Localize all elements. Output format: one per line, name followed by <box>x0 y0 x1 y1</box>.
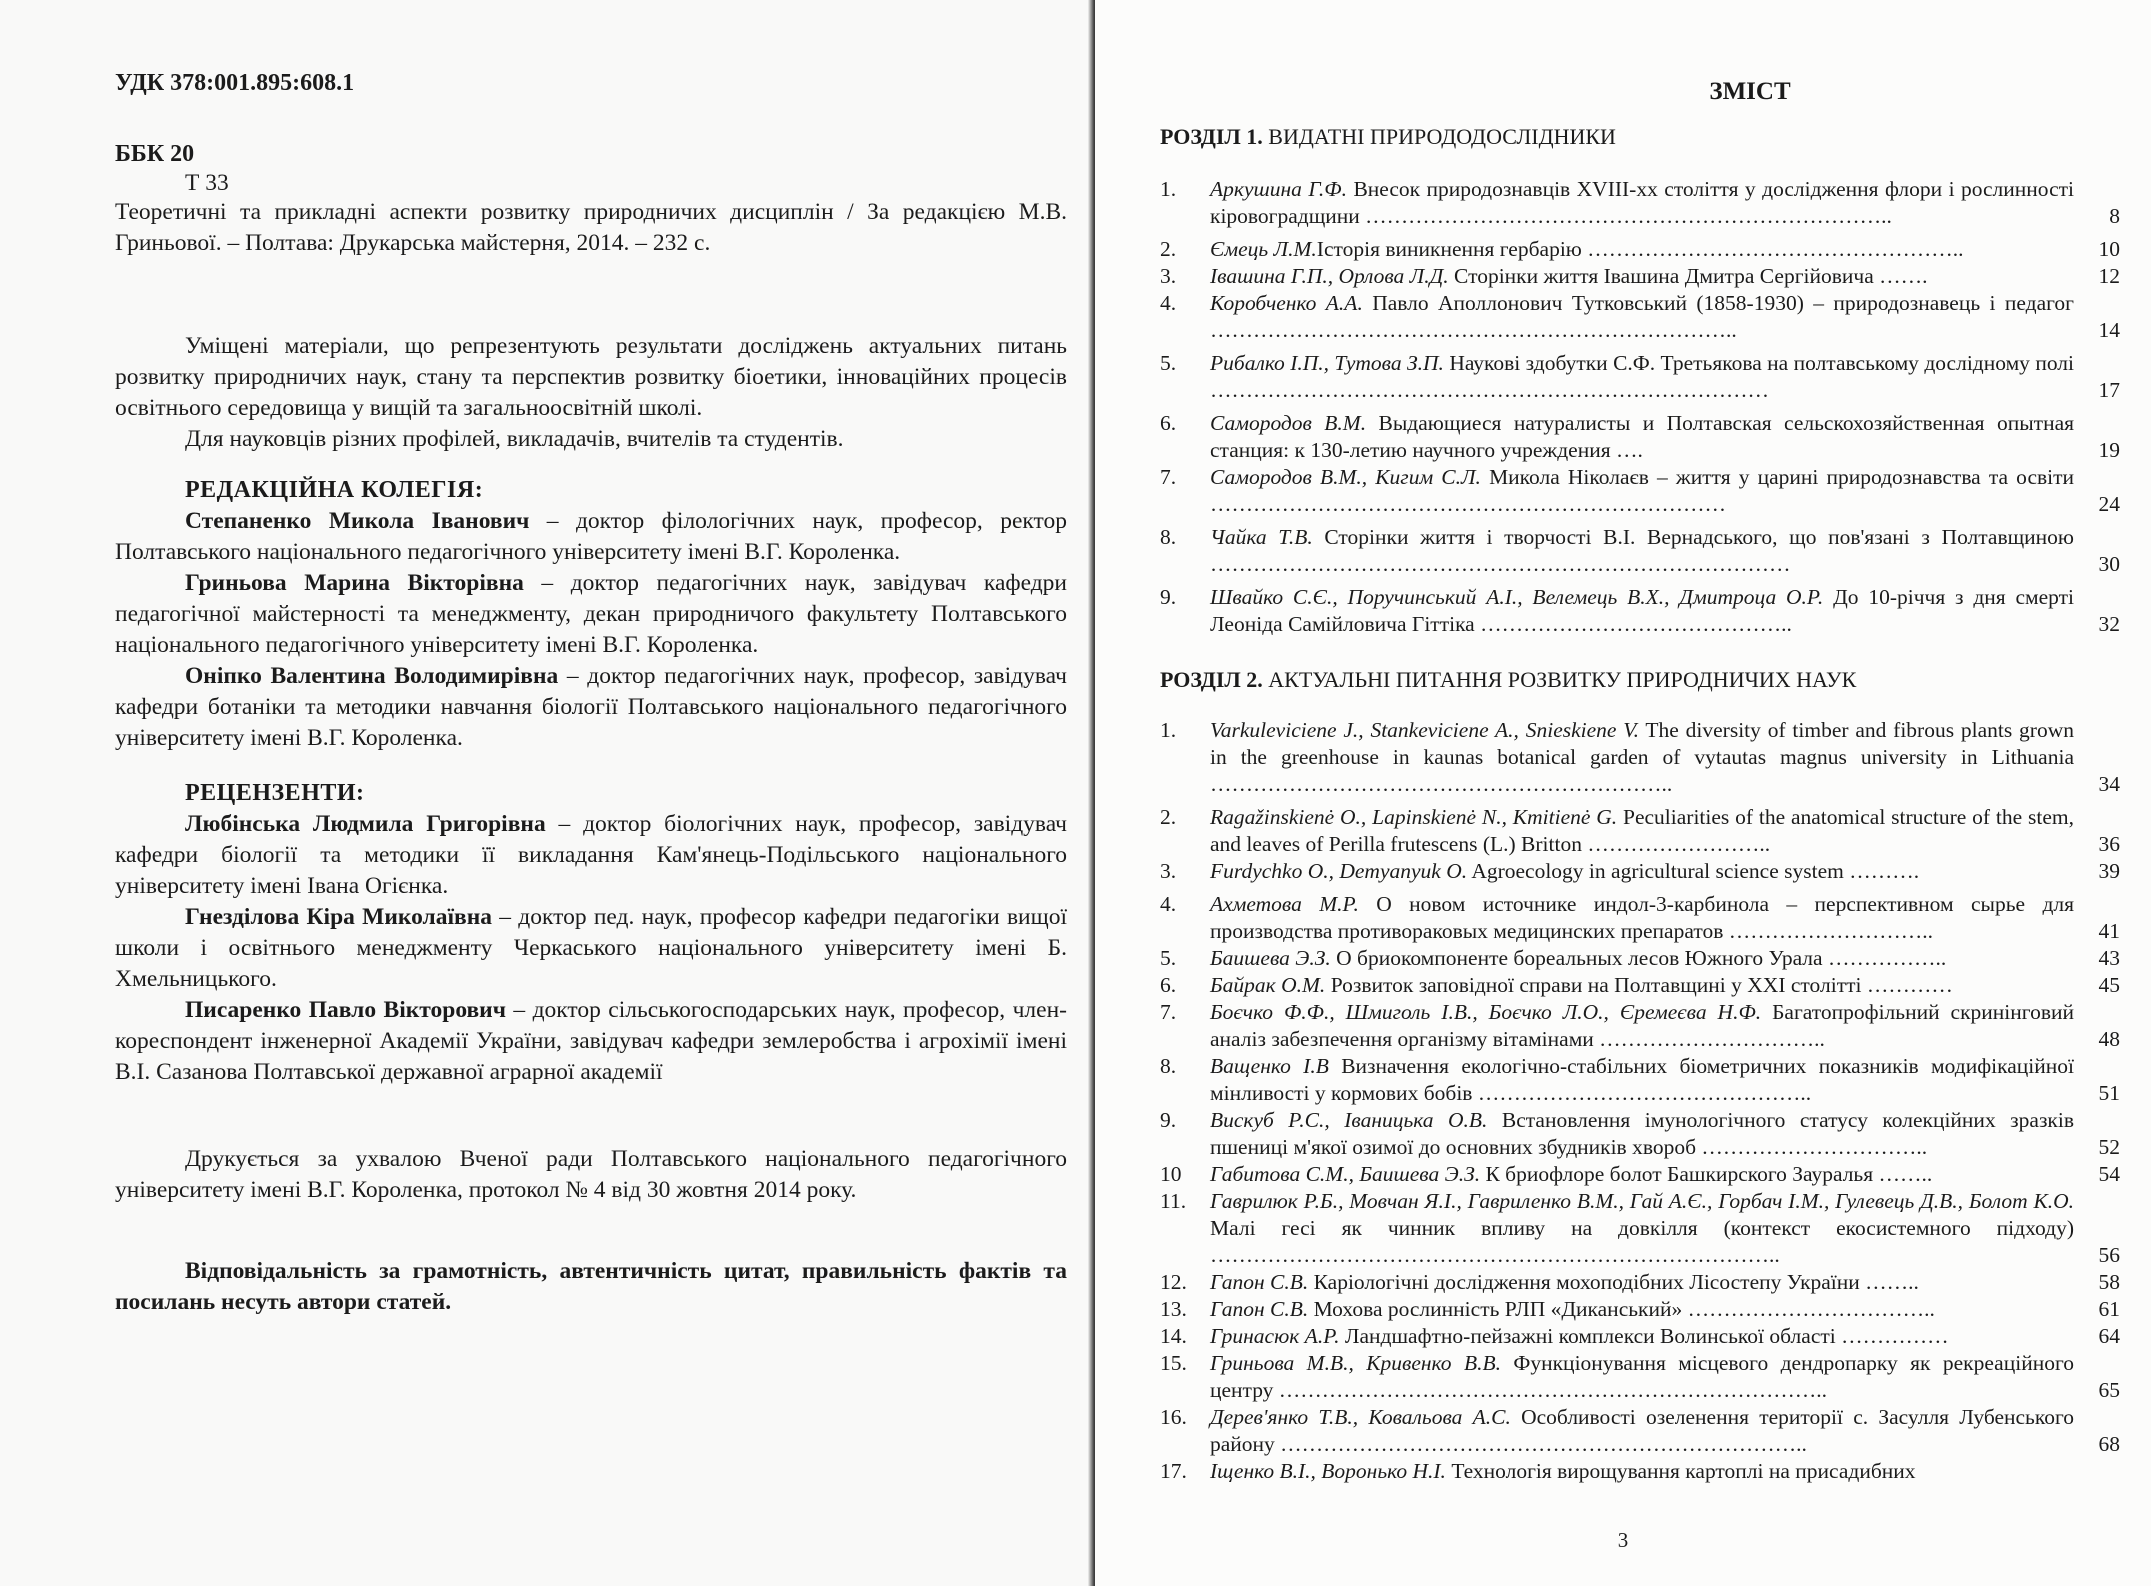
udc-code: УДК 378:001.895:608.1 <box>115 70 355 96</box>
toc-entry-page: 41 <box>2098 919 2120 943</box>
toc-entry-page: 12 <box>2098 264 2120 288</box>
toc-entry-page: 36 <box>2098 832 2120 856</box>
toc-entry-title: Особливості озеленення території с. Засулля Лубенського району ……………………………………………………………….. <box>1210 1405 2075 1456</box>
toc-entry-authors: Рибалко І.П., Тутова З.П. <box>1210 351 1444 375</box>
toc-entry-title: Малі гесі як чинник впливу на довкілля (контекст екосистемного підходу) …………………………………………………………………….. <box>1210 1216 2074 1267</box>
toc-entry-title: Визначення екологічно-стабільних біометричних показників модифікаційної мінливості у кормових бобів ……………………………………….. <box>1210 1054 2075 1105</box>
toc-entry-authors: Баишева Э.З. <box>1210 946 1331 970</box>
toc-entry-authors: Аркушина Г.Ф. <box>1210 177 1347 201</box>
toc-entry-number: 17. <box>1160 1459 1187 1483</box>
toc-entry-title: До 10-річчя з дня смерті Леоніда Самійловича Гіттіка …………………………………….. <box>1210 585 2075 636</box>
toc-entry[interactable] <box>1160 524 2120 578</box>
toc-entry[interactable] <box>1160 1350 2120 1404</box>
toc-entry[interactable] <box>1160 804 2120 858</box>
toc-entry-authors: Гапон С.В. <box>1210 1297 1309 1321</box>
toc-entry-page: 10 <box>2098 237 2120 261</box>
toc-entry-authors: Швайко С.Є., Поручинський А.І., Велемець В.Х., Дмитроца О.Р. <box>1210 585 1824 609</box>
toc-entry-number: 12. <box>1160 1270 1187 1294</box>
reviewer-name: Гнезділова Кіра Миколаївна <box>185 904 493 930</box>
editor-name: Оніпко Валентина Володимирівна <box>185 663 559 689</box>
reviewer-name: Писаренко Павло Вікторович <box>185 997 506 1023</box>
toc-entry-title: Внесок природознавців XVIII-xx століття у дослідження флори і рослинності кіровоградщини ……………………………………………………………….. <box>1210 177 2075 228</box>
reviewer-details: – доктор біологічних наук, професор, завідувач кафедри біології та методики її викладання Кам'янець-Подільського національного університету імені Івана Огієнка. <box>115 811 1068 899</box>
reviewer-details: – доктор сільськогосподарських наук, професор, член-кореспондент інженерної Академії України, завідувач кафедри землеробства і агрохімії імені В.І. Сазанова Полтавської державної аграрної академії <box>115 997 1067 1085</box>
toc-entry-title: Наукові здобутки С.Ф. Третьякова на полтавському дослідному полі …………………………………………………………………… <box>1210 351 2074 402</box>
toc-entry-title: Багатопрофільний скринінговий аналіз забезпечення організму вітамінами ………………………….. <box>1210 1000 2074 1051</box>
toc-entry[interactable] <box>1160 350 2120 404</box>
toc-entry[interactable] <box>1160 236 2120 263</box>
toc-entry-page: 43 <box>2098 946 2120 970</box>
toc-entry-number: 3. <box>1160 859 1177 883</box>
toc-entry-title: The diversity of timber and fibrous plants grown in the greenhouse in kaunas botanical garden of vytautas magnus university in Lithuania ……………………………………………………….. <box>1210 718 2074 796</box>
toc-entry[interactable] <box>1160 176 2120 230</box>
toc-entry-authors: Самородов В.М., Кигим С.Л. <box>1210 465 1481 489</box>
toc-entry-page: 68 <box>2098 1432 2120 1456</box>
page-number: 3 <box>1617 1528 1629 1552</box>
toc-entry-authors: Ващенко І.В <box>1210 1054 1329 1078</box>
toc-entry-title: К бриофлоре болот Башкирского Зауралья …….. <box>1485 1162 1933 1186</box>
toc-entry-authors: Дерев'янко Т.В., Ковальова А.С. <box>1210 1405 1511 1429</box>
toc-entry-authors: Гаврилюк Р.Б., Мовчан Я.І., Гавриленко В.М., Гай А.Є., Горбач І.М., Гулевець Д.В., Болот К.О. <box>1210 1189 2074 1213</box>
section-title: ВИДАТНІ ПРИРОДОДОСЛІДНИКИ <box>1268 124 1616 149</box>
toc-entry-page: 24 <box>2098 492 2120 516</box>
toc-entry-authors: Боєчко Ф.Ф., Шмиголь І.В., Боєчко Л.О., Єремеєва Н.Ф. <box>1210 1000 1762 1024</box>
bibliographic-record: Теоретичні та прикладні аспекти розвитку природничих дисциплін / За редакцією М.В. Гриньової. – Полтава: Друкарська майстерня, 2014. – 232 с. <box>115 199 1067 256</box>
toc-entry-title: Технологія вирощування картоплі на присадибних <box>1451 1459 1916 1483</box>
editor-details: – доктор філологічних наук, професор, ректор Полтавського національного педагогічного університету імені В.Г. Короленка. <box>115 508 1067 565</box>
toc-entry-page: 64 <box>2098 1324 2120 1348</box>
toc-entry[interactable] <box>1160 1188 2120 1269</box>
toc-entry-number: 9. <box>1160 585 1177 609</box>
toc-entry[interactable] <box>1160 891 2120 945</box>
toc-entry-page: 19 <box>2098 438 2120 462</box>
toc-entry-authors: Ragažinskienė O., Lapinskienė N., Kmitienė G. <box>1210 805 1618 829</box>
table-of-contents <box>1160 78 2120 1485</box>
bbk-code: ББК 20 <box>115 141 195 167</box>
section-2-heading <box>1160 666 2120 693</box>
toc-entry-title: Мохова рослинність РЛП «Диканський» …………………………….. <box>1313 1297 1935 1321</box>
printing-approval: Друкується за ухвалою Вченої ради Полтавського національного педагогічного університету імені В.Г. Короленка, протокол № 4 від 30 жовтня 2014 року. <box>115 1146 1067 1203</box>
editor-name: Гриньова Марина Вікторівна <box>185 570 524 596</box>
toc-entry-number: 7. <box>1160 465 1177 489</box>
right-page <box>1095 0 2151 1586</box>
section-label: РОЗДІЛ 2. <box>1160 667 1263 692</box>
toc-entry-page: 32 <box>2098 612 2120 636</box>
toc-entry-number: 6. <box>1160 973 1177 997</box>
toc-entry-number: 9. <box>1160 1108 1177 1132</box>
toc-entry-number: 5. <box>1160 351 1177 375</box>
section-label: РОЗДІЛ 1. <box>1160 124 1263 149</box>
toc-entry-title: О бриокомпоненте бореальных лесов Южного Урала …………….. <box>1336 946 1947 970</box>
toc-entry-number: 8. <box>1160 525 1177 549</box>
toc-entry-title: Встановлення імунологічного статусу колекційних зразків пшениці м'якої озимої до основних збудників хвороб ………………………….. <box>1210 1108 2075 1159</box>
toc-entry-title: Микола Ніколаєв – життя у царині природознавства та освіти ……………………………………………………………… <box>1210 465 2075 516</box>
toc-entry[interactable] <box>1160 717 2120 798</box>
toc-entry-title: Каріологічні дослідження мохоподібних Лісостепу України …….. <box>1313 1270 1919 1294</box>
toc-entry-title: О новом источнике индол-3-карбинола – перспективном сырье для производства противораковых медицинских препаратов ……………………….. <box>1210 892 2074 943</box>
toc-entry-authors: Самородов В.М. <box>1210 411 1367 435</box>
toc-entry[interactable] <box>1160 1458 2120 1485</box>
toc-entry[interactable] <box>1160 584 2120 638</box>
editor-entry <box>115 506 1067 568</box>
toc-entry-authors: Ахметова М.Р. <box>1210 892 1359 916</box>
toc-entry-authors: Гапон С.В. <box>1210 1270 1309 1294</box>
editor-entry <box>115 661 1067 754</box>
toc-entry-number: 10 <box>1160 1162 1182 1186</box>
section-2-list <box>1160 717 2120 1485</box>
toc-entry-authors: Вискуб Р.С., Іваницька О.В. <box>1210 1108 1488 1132</box>
toc-entry[interactable] <box>1160 1323 2120 1350</box>
toc-entry-page: 34 <box>2098 772 2120 796</box>
toc-entry-authors: Furdychko O., Demyanyuk O. <box>1210 859 1468 883</box>
toc-entry-page: 48 <box>2098 1027 2120 1051</box>
toc-entry-authors: Чайка Т.В. <box>1210 525 1313 549</box>
toc-entry[interactable] <box>1160 290 2120 344</box>
toc-entry-authors: Коробченко А.А. <box>1210 291 1363 315</box>
responsibility-note: Відповідальність за грамотність, автентичність цитат, правильність фактів та посилань несуть автори статей. <box>115 1258 1067 1315</box>
toc-entry-page: 17 <box>2098 378 2120 402</box>
toc-entry-number: 14. <box>1160 1324 1187 1348</box>
toc-entry-page: 52 <box>2098 1135 2120 1159</box>
audience-paragraph: Для науковців різних профілей, викладачів, вчителів та студентів. <box>185 426 844 452</box>
reviewer-entry <box>115 902 1067 995</box>
toc-entry-page: 39 <box>2098 859 2120 883</box>
toc-entry-number: 8. <box>1160 1054 1177 1078</box>
toc-entry-page: 58 <box>2098 1270 2120 1294</box>
section-title: АКТУАЛЬНІ ПИТАННЯ РОЗВИТКУ ПРИРОДНИЧИХ НАУК <box>1268 667 1857 692</box>
editor-name: Степаненко Микола Іванович <box>185 508 530 534</box>
toc-entry-number: 11. <box>1160 1189 1187 1213</box>
toc-entry-number: 1. <box>1160 177 1177 201</box>
toc-entry-page: 45 <box>2098 973 2120 997</box>
toc-entry-page: 30 <box>2098 552 2120 576</box>
toc-entry-number: 2. <box>1160 237 1177 261</box>
toc-entry-title: Выдающиеся натуралисты и Полтавская сельскохозяйственная опытная станция: к 130-летию научного учреждения …. <box>1210 411 2075 462</box>
toc-entry-authors: Ємець Л.М. <box>1210 237 1317 261</box>
toc-entry[interactable] <box>1160 1107 2120 1161</box>
toc-entry-number: 3. <box>1160 264 1177 288</box>
reviewers-heading: РЕЦЕНЗЕНТИ: <box>185 780 365 806</box>
toc-entry-authors: Varkuleviciene J., Stankeviciene A., Snieskiene V. <box>1210 718 1639 742</box>
section-1-heading <box>1160 123 2120 150</box>
toc-entry-authors: Габитова С.М., Баишева Э.З. <box>1210 1162 1481 1186</box>
toc-entry-title: Ландшафтно-пейзажні комплекси Волинської області …………… <box>1344 1324 1949 1348</box>
toc-entry-authors: Гриньова М.В., Кривенко В.В. <box>1210 1351 1501 1375</box>
toc-entry-number: 4. <box>1160 291 1177 315</box>
toc-entry-title: Сторінки життя і творчості В.І. Вернадського, що пов'язані з Полтавщиною ……………………………………………………………………… <box>1210 525 2074 576</box>
toc-entry[interactable] <box>1160 1296 2120 1323</box>
toc-entry[interactable] <box>1160 464 2120 518</box>
toc-entry[interactable] <box>1160 972 2120 999</box>
toc-entry-number: 16. <box>1160 1405 1187 1429</box>
toc-entry-number: 2. <box>1160 805 1177 829</box>
toc-entry-authors: Байрак О.М. <box>1210 973 1326 997</box>
toc-entry-number: 6. <box>1160 411 1177 435</box>
description-paragraph: Уміщені матеріали, що репрезентують результати досліджень актуальних питань розвитку природничих наук, стану та перспектив розвитку біоетики, інноваційних процесів освітнього середовища у вищій та загальноосвітній школі. <box>115 333 1067 421</box>
toc-entry-number: 15. <box>1160 1351 1187 1375</box>
toc-entry-page: 14 <box>2098 318 2120 342</box>
editorial-board-heading: РЕДАКЦІЙНА КОЛЕГІЯ: <box>185 477 484 503</box>
toc-entry[interactable] <box>1160 1053 2120 1107</box>
toc-entry-title: Peculiarities of the anatomical structure of the stem, and leaves of Perilla frutescens (L.) Britton …………………….. <box>1210 805 2075 856</box>
toc-entry-title: Функціонування місцевого дендропарку як рекреаційного центру ………………………………………………………………….. <box>1210 1351 2074 1402</box>
toc-entry-number: 4. <box>1160 892 1177 916</box>
editor-details: – доктор педагогічних наук, професор, завідувач кафедри ботаніки та методики навчання біології Полтавського національного педагогічного університету імені В.Г. Короленка. <box>115 663 1067 751</box>
toc-entry[interactable] <box>1160 410 2120 464</box>
toc-entry[interactable] <box>1160 1404 2120 1458</box>
toc-entry-title: Agroecology in agricultural science system ………. <box>1471 859 1920 883</box>
toc-entry-authors: Гринасюк А.Р. <box>1210 1324 1340 1348</box>
editor-details: – доктор педагогічних наук, завідувач кафедри педагогічної майстерності та менеджменту, декан природничого факультету Полтавського національного педагогічного університету імені В.Г. Короленка. <box>115 570 1068 658</box>
toc-entry-page: 51 <box>2098 1081 2120 1105</box>
toc-entry-authors: Івашина Г.П., Орлова Л.Д. <box>1210 264 1449 288</box>
toc-entry[interactable] <box>1160 263 2120 290</box>
toc-title: ЗМІСТ <box>1709 78 1791 105</box>
toc-entry-page: 65 <box>2098 1378 2120 1402</box>
toc-entry-title: Розвиток заповідної справи на Полтавщині у XXI столітті ………… <box>1330 973 1953 997</box>
toc-entry-number: 5. <box>1160 946 1177 970</box>
author-mark: Т 33 <box>185 170 229 196</box>
toc-entry-title: Сторінки життя Івашина Дмитра Сергійовича ……. <box>1454 264 1928 288</box>
toc-entry-title: Історія виникнення гербарію …………………………………………….. <box>1316 237 1964 261</box>
toc-entry-authors: Іщенко В.І., Воронько Н.І. <box>1210 1459 1446 1483</box>
toc-entry-number: 7. <box>1160 1000 1177 1024</box>
toc-entry-title: Павло Аполлонович Тутковський (1858-1930) – природознавець і педагог ……………………………………………………………….. <box>1210 291 2074 342</box>
toc-entry-page: 8 <box>2109 204 2120 228</box>
toc-entry-page: 56 <box>2098 1243 2120 1267</box>
toc-entry-page: 54 <box>2098 1162 2120 1186</box>
toc-entry[interactable] <box>1160 1269 2120 1296</box>
toc-entry-number: 13. <box>1160 1297 1187 1321</box>
imprint-block <box>115 68 1067 1318</box>
toc-entry[interactable] <box>1160 1161 2120 1188</box>
toc-entry[interactable] <box>1160 858 2120 885</box>
toc-entry[interactable] <box>1160 945 2120 972</box>
section-1-list <box>1160 176 2120 638</box>
editor-entry <box>115 568 1067 661</box>
reviewer-details: – доктор пед. наук, професор кафедри педагогіки вищої школи і освітнього менеджменту Черкаського національного університету імені Б. Хмельницького. <box>115 904 1068 992</box>
reviewer-entry <box>115 809 1067 902</box>
toc-entry-page: 61 <box>2098 1297 2120 1321</box>
toc-entry[interactable] <box>1160 999 2120 1053</box>
reviewer-name: Любінська Людмила Григорівна <box>185 811 546 837</box>
reviewer-entry <box>115 995 1067 1088</box>
toc-entry-number: 1. <box>1160 718 1177 742</box>
